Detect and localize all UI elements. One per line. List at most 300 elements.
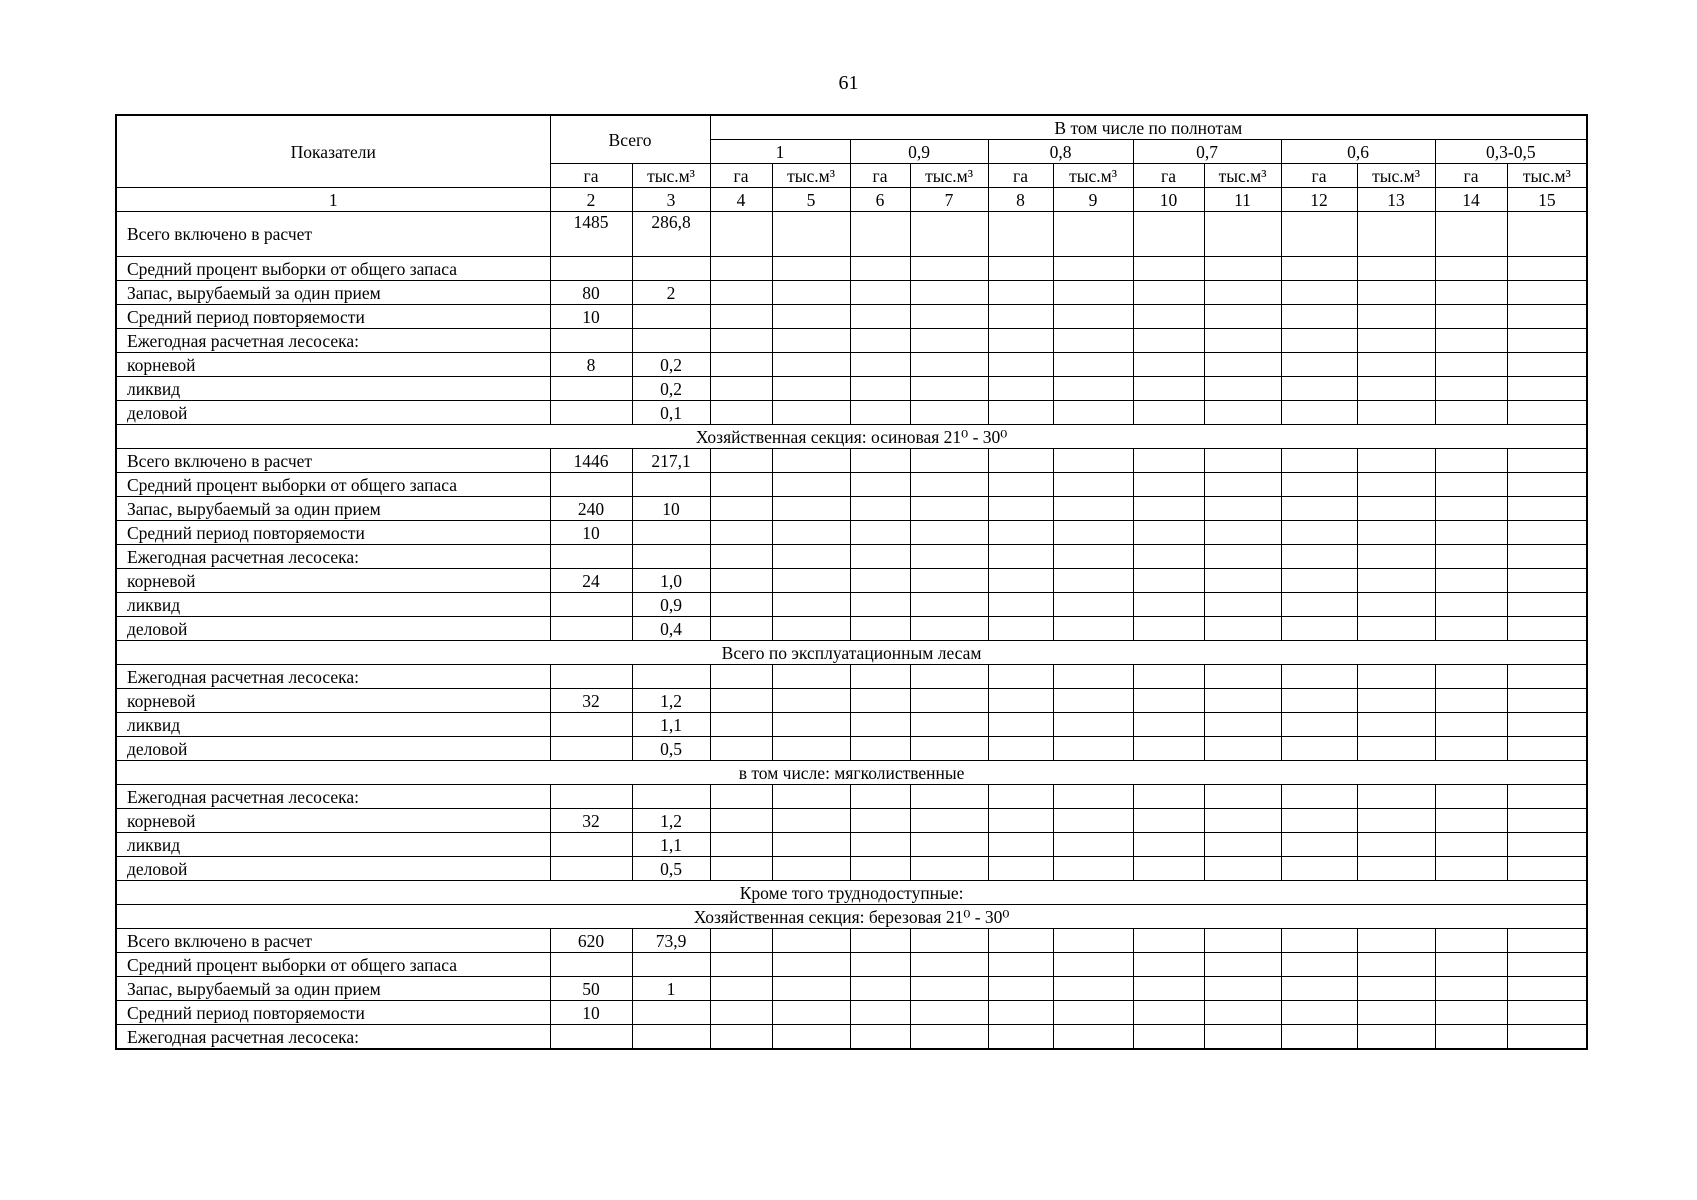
section-row [116, 641, 1587, 665]
total-m3-cell: 0,9 [632, 593, 710, 617]
density-value-cell [1133, 929, 1204, 953]
density-value-cell [988, 929, 1053, 953]
density-value-cell [1281, 545, 1357, 569]
total-m3-cell: 0,5 [632, 857, 710, 881]
density-value-cell [710, 305, 772, 329]
density-value-cell [1357, 809, 1435, 833]
total-m3-cell: 10 [632, 497, 710, 521]
header-indicators: Показатели [116, 115, 550, 188]
density-value-cell [1204, 617, 1281, 641]
total-ha-cell [550, 953, 632, 977]
total-ha-cell [550, 833, 632, 857]
density-value-cell [910, 569, 988, 593]
total-m3-cell: 217,1 [632, 449, 710, 473]
density-value-cell [988, 665, 1053, 689]
table-row [116, 449, 1587, 473]
density-value-cell [1357, 785, 1435, 809]
density-value-cell [910, 1001, 988, 1025]
density-value-cell [1133, 377, 1204, 401]
table-row [116, 617, 1587, 641]
density-value-cell [772, 281, 850, 305]
density-value-cell [1435, 737, 1507, 761]
density-value-cell [910, 449, 988, 473]
total-ha-cell: 240 [550, 497, 632, 521]
density-header: 0,7 [1133, 140, 1281, 164]
density-value-cell [1281, 977, 1357, 1001]
total-ha-cell: 10 [550, 1001, 632, 1025]
density-value-cell [1053, 1025, 1133, 1050]
unit-ha-header: га [550, 164, 632, 188]
density-value-cell [710, 617, 772, 641]
density-value-cell [772, 929, 850, 953]
column-number: 1 [116, 188, 550, 212]
density-value-cell [988, 593, 1053, 617]
density-value-cell [1133, 212, 1204, 257]
density-value-cell [772, 857, 850, 881]
density-value-cell [1204, 1001, 1281, 1025]
density-value-cell [1435, 833, 1507, 857]
density-value-cell [1281, 473, 1357, 497]
density-value-cell [710, 977, 772, 1001]
total-m3-cell [632, 521, 710, 545]
density-value-cell [1133, 497, 1204, 521]
density-value-cell [1204, 305, 1281, 329]
density-value-cell [1507, 281, 1587, 305]
density-value-cell [1133, 305, 1204, 329]
density-value-cell [988, 785, 1053, 809]
row-label: деловой [116, 617, 550, 641]
table-row [116, 593, 1587, 617]
density-value-cell [850, 449, 910, 473]
density-value-cell [1357, 305, 1435, 329]
total-m3-cell: 0,5 [632, 737, 710, 761]
density-value-cell [1435, 281, 1507, 305]
density-header: 1 [710, 140, 850, 164]
density-value-cell [1204, 833, 1281, 857]
density-value-cell [1281, 521, 1357, 545]
column-number: 14 [1435, 188, 1507, 212]
density-value-cell [1133, 545, 1204, 569]
row-label: Средний период повторяемости [116, 1001, 550, 1025]
density-value-cell [1435, 305, 1507, 329]
total-m3-cell: 0,4 [632, 617, 710, 641]
density-value-cell [1507, 857, 1587, 881]
density-value-cell [1357, 401, 1435, 425]
density-value-cell [850, 737, 910, 761]
density-value-cell [1435, 809, 1507, 833]
total-m3-cell: 1 [632, 977, 710, 1001]
density-value-cell [710, 593, 772, 617]
density-value-cell [850, 401, 910, 425]
row-label: Запас, вырубаемый за один прием [116, 977, 550, 1001]
density-value-cell [1053, 545, 1133, 569]
table-row [116, 329, 1587, 353]
density-value-cell [772, 212, 850, 257]
density-value-cell [1053, 473, 1133, 497]
density-value-cell [1133, 401, 1204, 425]
density-value-cell [772, 713, 850, 737]
density-value-cell [1435, 569, 1507, 593]
density-value-cell [1133, 281, 1204, 305]
density-value-cell [1357, 521, 1435, 545]
table-row [116, 305, 1587, 329]
table-row [116, 377, 1587, 401]
header-total: Всего [550, 115, 710, 164]
density-value-cell [710, 377, 772, 401]
density-value-cell [1281, 329, 1357, 353]
unit-m3-header: тыс.м³ [772, 164, 850, 188]
density-value-cell [1507, 401, 1587, 425]
density-value-cell [1204, 473, 1281, 497]
table-row [116, 212, 1587, 257]
row-label: деловой [116, 857, 550, 881]
density-value-cell [988, 377, 1053, 401]
density-value-cell [1435, 929, 1507, 953]
density-value-cell [1204, 713, 1281, 737]
density-value-cell [1435, 689, 1507, 713]
density-value-cell [1133, 593, 1204, 617]
density-value-cell [910, 305, 988, 329]
total-ha-cell: 32 [550, 809, 632, 833]
density-value-cell [1507, 785, 1587, 809]
density-value-cell [850, 569, 910, 593]
density-header: 0,9 [850, 140, 988, 164]
density-value-cell [1435, 257, 1507, 281]
density-value-cell [910, 473, 988, 497]
density-value-cell [1507, 809, 1587, 833]
density-value-cell [1435, 497, 1507, 521]
density-value-cell [1133, 689, 1204, 713]
density-value-cell [1357, 977, 1435, 1001]
total-m3-cell: 2 [632, 281, 710, 305]
row-label: Средний процент выборки от общего запаса [116, 953, 550, 977]
density-value-cell [1281, 617, 1357, 641]
unit-m3-header: тыс.м³ [1053, 164, 1133, 188]
table-row [116, 929, 1587, 953]
density-value-cell [850, 545, 910, 569]
density-value-cell [850, 833, 910, 857]
density-value-cell [1133, 257, 1204, 281]
row-label: Ежегодная расчетная лесосека: [116, 329, 550, 353]
row-label: Ежегодная расчетная лесосека: [116, 1025, 550, 1050]
density-value-cell [1435, 713, 1507, 737]
density-value-cell [1133, 353, 1204, 377]
unit-ha-header: га [850, 164, 910, 188]
unit-m3-header: тыс.м³ [1204, 164, 1281, 188]
density-value-cell [1357, 833, 1435, 857]
density-value-cell [1281, 857, 1357, 881]
density-value-cell [910, 329, 988, 353]
density-value-cell [1053, 953, 1133, 977]
density-value-cell [988, 857, 1053, 881]
density-value-cell [1133, 665, 1204, 689]
density-value-cell [1435, 857, 1507, 881]
density-value-cell [772, 329, 850, 353]
row-label: ликвид [116, 713, 550, 737]
density-value-cell [1435, 1001, 1507, 1025]
total-m3-cell [632, 305, 710, 329]
density-value-cell [1507, 449, 1587, 473]
density-value-cell [850, 953, 910, 977]
total-ha-cell [550, 665, 632, 689]
row-label: ликвид [116, 833, 550, 857]
density-value-cell [772, 545, 850, 569]
density-value-cell [1053, 1001, 1133, 1025]
density-value-cell [1435, 449, 1507, 473]
density-value-cell [1357, 689, 1435, 713]
density-value-cell [1204, 212, 1281, 257]
density-value-cell [1053, 353, 1133, 377]
total-ha-cell [550, 785, 632, 809]
section-title: Кроме того труднодоступные: [116, 881, 1587, 905]
density-value-cell [1507, 953, 1587, 977]
density-value-cell [1053, 593, 1133, 617]
density-value-cell [1507, 569, 1587, 593]
density-value-cell [988, 473, 1053, 497]
table-row [116, 281, 1587, 305]
density-value-cell [710, 953, 772, 977]
total-ha-cell [550, 617, 632, 641]
density-value-cell [1357, 281, 1435, 305]
density-value-cell [1133, 1001, 1204, 1025]
density-value-cell [910, 377, 988, 401]
density-value-cell [1357, 353, 1435, 377]
density-value-cell [1357, 473, 1435, 497]
density-value-cell [1507, 665, 1587, 689]
density-value-cell [910, 257, 988, 281]
density-value-cell [1435, 617, 1507, 641]
density-value-cell [1507, 1001, 1587, 1025]
table-row [116, 713, 1587, 737]
density-value-cell [1281, 1001, 1357, 1025]
column-number: 2 [550, 188, 632, 212]
density-value-cell [772, 497, 850, 521]
density-value-cell [1507, 713, 1587, 737]
total-ha-cell: 24 [550, 569, 632, 593]
density-value-cell [1053, 281, 1133, 305]
density-value-cell [1357, 1001, 1435, 1025]
density-value-cell [710, 785, 772, 809]
density-value-cell [1133, 569, 1204, 593]
density-value-cell [988, 257, 1053, 281]
density-value-cell [1507, 353, 1587, 377]
density-value-cell [1133, 785, 1204, 809]
density-value-cell [910, 713, 988, 737]
total-ha-cell [550, 593, 632, 617]
table-row [116, 569, 1587, 593]
column-number: 8 [988, 188, 1053, 212]
density-value-cell [1357, 593, 1435, 617]
table-body [116, 212, 1587, 1050]
density-value-cell [1435, 212, 1507, 257]
header-by-density: В том числе по полнотам [710, 115, 1587, 140]
density-value-cell [988, 737, 1053, 761]
total-ha-cell [550, 713, 632, 737]
density-value-cell [1204, 449, 1281, 473]
total-ha-cell [550, 401, 632, 425]
total-m3-cell: 0,2 [632, 377, 710, 401]
density-value-cell [1281, 833, 1357, 857]
row-label: деловой [116, 401, 550, 425]
density-value-cell [910, 689, 988, 713]
density-value-cell [988, 689, 1053, 713]
density-value-cell [1133, 521, 1204, 545]
row-label: деловой [116, 737, 550, 761]
density-value-cell [710, 713, 772, 737]
density-value-cell [850, 785, 910, 809]
row-label: ликвид [116, 593, 550, 617]
density-value-cell [850, 281, 910, 305]
column-number: 9 [1053, 188, 1133, 212]
density-value-cell [772, 1001, 850, 1025]
density-value-cell [988, 713, 1053, 737]
total-ha-cell: 32 [550, 689, 632, 713]
density-value-cell [710, 833, 772, 857]
section-title: Всего по эксплуатационным лесам [116, 641, 1587, 665]
section-row [116, 881, 1587, 905]
density-value-cell [1053, 833, 1133, 857]
density-value-cell [910, 737, 988, 761]
density-header: 0,3-0,5 [1435, 140, 1587, 164]
density-value-cell [1507, 497, 1587, 521]
density-value-cell [988, 617, 1053, 641]
density-value-cell [772, 401, 850, 425]
density-value-cell [850, 212, 910, 257]
density-value-cell [1053, 449, 1133, 473]
unit-m3-header: тыс.м³ [1507, 164, 1587, 188]
total-m3-cell: 73,9 [632, 929, 710, 953]
density-value-cell [1053, 785, 1133, 809]
density-value-cell [1435, 401, 1507, 425]
density-value-cell [988, 521, 1053, 545]
density-value-cell [910, 521, 988, 545]
density-value-cell [988, 833, 1053, 857]
total-ha-cell: 8 [550, 353, 632, 377]
density-value-cell [988, 449, 1053, 473]
density-value-cell [1507, 329, 1587, 353]
table-row [116, 1025, 1587, 1050]
column-number-row [116, 188, 1587, 212]
table-row [116, 785, 1587, 809]
density-value-cell [1133, 329, 1204, 353]
column-number: 6 [850, 188, 910, 212]
density-value-cell [988, 1001, 1053, 1025]
density-value-cell [1204, 257, 1281, 281]
density-value-cell [710, 329, 772, 353]
density-value-cell [1204, 665, 1281, 689]
density-value-cell [910, 593, 988, 617]
density-value-cell [1507, 1025, 1587, 1050]
density-value-cell [1133, 737, 1204, 761]
total-ha-cell: 10 [550, 305, 632, 329]
section-title: в том числе: мягколиственные [116, 761, 1587, 785]
total-m3-cell: 1,1 [632, 713, 710, 737]
forest-calculation-table [115, 114, 1588, 1050]
total-m3-cell [632, 545, 710, 569]
density-value-cell [1357, 713, 1435, 737]
density-value-cell [910, 929, 988, 953]
row-label: Всего включено в расчет [116, 212, 550, 257]
table-row [116, 953, 1587, 977]
density-value-cell [710, 449, 772, 473]
unit-ha-header: га [988, 164, 1053, 188]
unit-ha-header: га [1133, 164, 1204, 188]
density-value-cell [910, 617, 988, 641]
density-value-cell [1204, 353, 1281, 377]
density-value-cell [850, 617, 910, 641]
row-label: Средний процент выборки от общего запаса [116, 473, 550, 497]
density-value-cell [772, 665, 850, 689]
density-value-cell [1133, 713, 1204, 737]
density-value-cell [1204, 929, 1281, 953]
row-label: Запас, вырубаемый за один прием [116, 497, 550, 521]
density-value-cell [1435, 521, 1507, 545]
density-value-cell [1133, 833, 1204, 857]
density-value-cell [850, 857, 910, 881]
row-label: Ежегодная расчетная лесосека: [116, 665, 550, 689]
density-value-cell [772, 977, 850, 1001]
density-value-cell [1053, 929, 1133, 953]
density-value-cell [1204, 593, 1281, 617]
density-value-cell [988, 353, 1053, 377]
density-value-cell [850, 305, 910, 329]
unit-ha-header: га [710, 164, 772, 188]
density-value-cell [1507, 305, 1587, 329]
density-value-cell [772, 305, 850, 329]
row-label: Всего включено в расчет [116, 929, 550, 953]
density-value-cell [1435, 1025, 1507, 1050]
density-value-cell [910, 212, 988, 257]
row-label: Ежегодная расчетная лесосека: [116, 545, 550, 569]
column-number: 4 [710, 188, 772, 212]
row-label: Средний процент выборки от общего запаса [116, 257, 550, 281]
density-value-cell [910, 281, 988, 305]
unit-ha-header: га [1281, 164, 1357, 188]
density-value-cell [1053, 569, 1133, 593]
density-value-cell [1281, 593, 1357, 617]
density-value-cell [1204, 953, 1281, 977]
density-value-cell [1357, 857, 1435, 881]
density-value-cell [850, 521, 910, 545]
density-value-cell [988, 953, 1053, 977]
total-m3-cell: 0,2 [632, 353, 710, 377]
density-value-cell [1204, 401, 1281, 425]
density-value-cell [710, 353, 772, 377]
density-value-cell [1053, 257, 1133, 281]
density-value-cell [1357, 569, 1435, 593]
density-value-cell [1357, 1025, 1435, 1050]
density-value-cell [1507, 617, 1587, 641]
density-value-cell [1281, 785, 1357, 809]
row-label: корневой [116, 353, 550, 377]
density-value-cell [910, 809, 988, 833]
density-value-cell [1133, 809, 1204, 833]
unit-ha-header: га [1435, 164, 1507, 188]
density-value-cell [1053, 377, 1133, 401]
density-value-cell [1053, 521, 1133, 545]
density-value-cell [1357, 545, 1435, 569]
density-value-cell [910, 857, 988, 881]
density-value-cell [1507, 689, 1587, 713]
unit-m3-header: тыс.м³ [1357, 164, 1435, 188]
total-m3-cell [632, 257, 710, 281]
total-ha-cell [550, 545, 632, 569]
density-value-cell [1053, 977, 1133, 1001]
density-value-cell [1204, 809, 1281, 833]
total-m3-cell: 1,2 [632, 809, 710, 833]
density-value-cell [1507, 737, 1587, 761]
density-value-cell [988, 977, 1053, 1001]
